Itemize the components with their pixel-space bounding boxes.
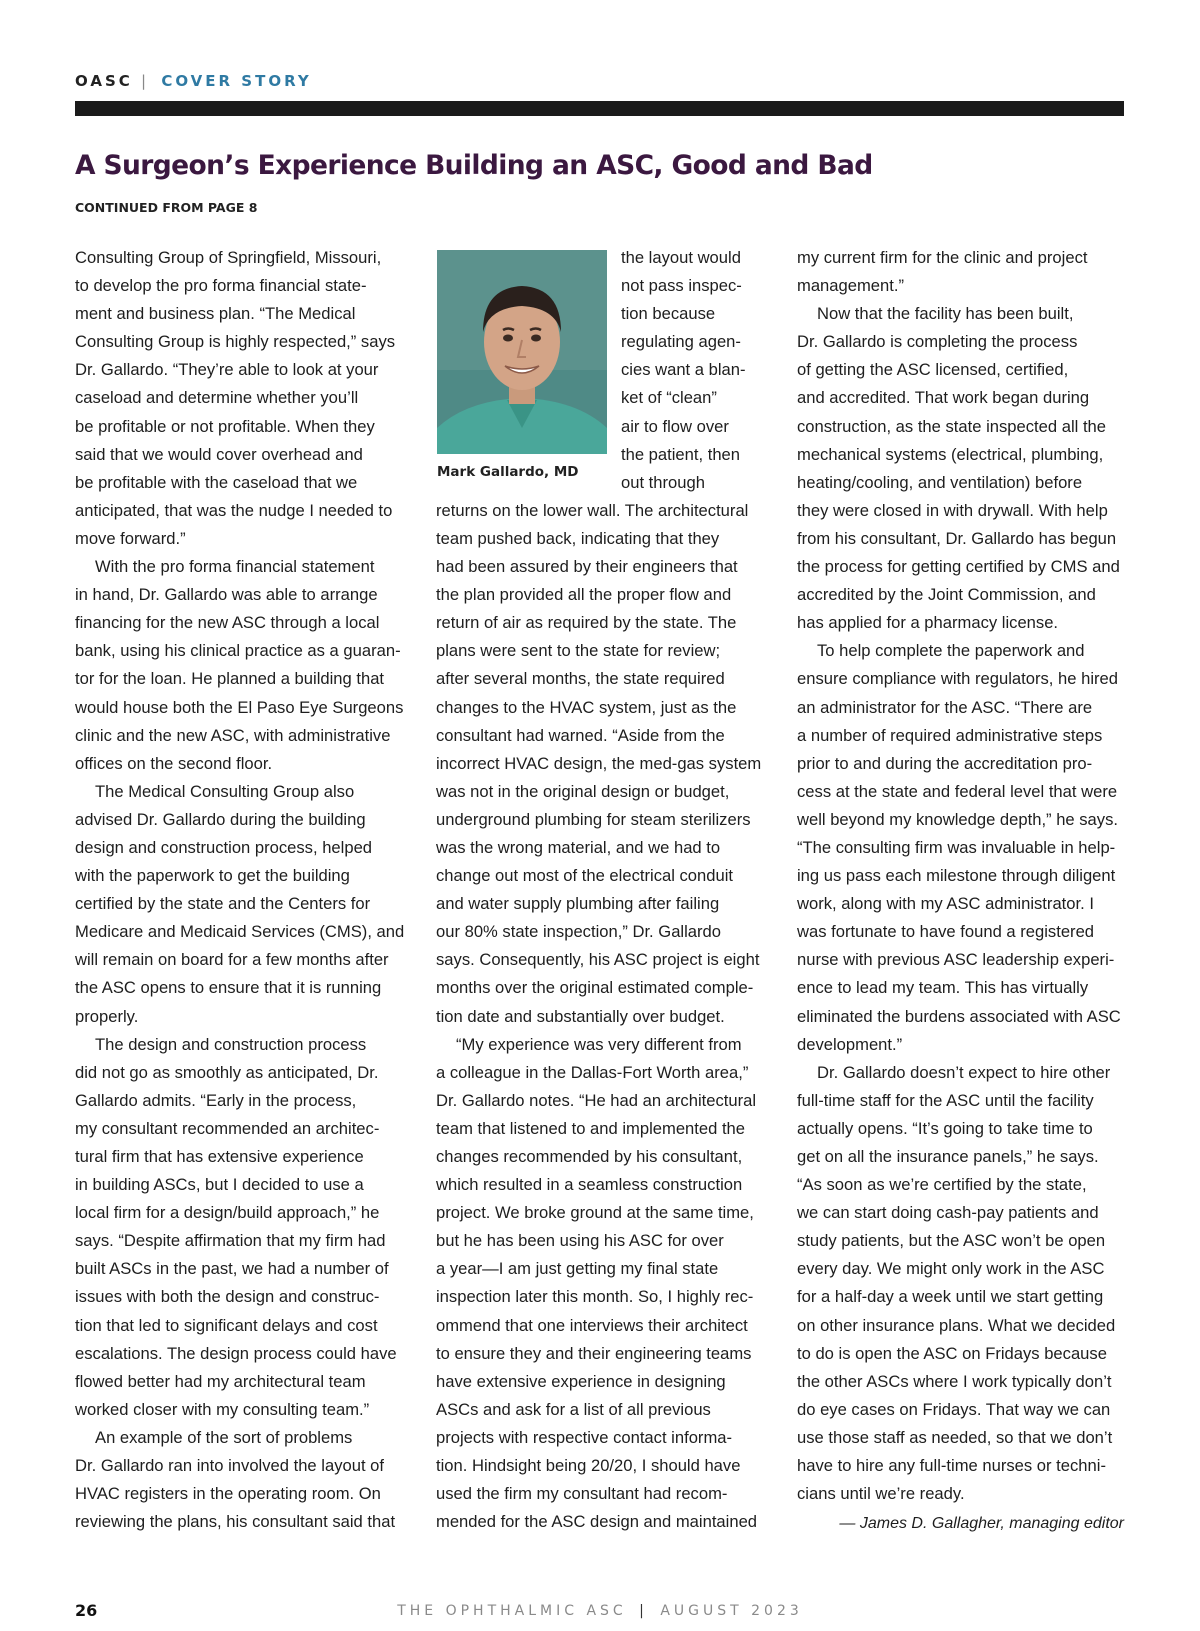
text-line: and water supply plumbing after failing [436,894,720,914]
text-line: financing for the new ASC through a local [75,613,380,633]
text-line: have to hire any full-time nurses or techni- [797,1456,1106,1476]
text-line: the other ASCs where I work typically don’t [797,1371,1112,1391]
text-line: inspection later this month. So, I highly rec- [436,1287,754,1307]
category-label: COVER STORY [161,72,312,90]
text-line: certified by the state and the Centers for [75,894,371,914]
text-line: the patient, then [621,444,741,464]
text-line: the layout would [621,248,741,267]
text-line: had been assured by their engineers that [436,557,738,577]
text-line: which resulted in a seamless construction [436,1175,743,1195]
section-label: OASC [75,72,133,90]
page-number: 26 [75,1601,98,1620]
text-line: management.” [797,276,904,296]
text-line: cess at the state and federal level that were [797,781,1118,801]
photo-caption: Mark Gallardo, MD [437,464,579,480]
text-line: offices on the second floor. [75,753,273,773]
text-line: consultant had warned. “Aside from the [436,725,725,745]
text-line: our 80% state inspection,” Dr. Gallardo [436,922,722,942]
text-line: after several months, the state required [436,669,725,689]
text-line: get on all the insurance panels,” he says. [797,1147,1099,1166]
text-line: “My experience was very different from [456,1034,742,1054]
article-title: A Surgeon’s Experience Building an ASC, Good and Bad [75,150,873,181]
column-1 [75,244,405,1536]
text-line: to ensure they and their engineering teams [436,1343,752,1363]
text-line: Gallardo admits. “Early in the process, [75,1090,357,1110]
text-line: team pushed back, indicating that they [436,528,720,548]
text-line: project. We broke ground at the same time, [436,1203,754,1223]
text-line: ensure compliance with regulators, he hired [797,669,1118,689]
text-line: work, along with my ASC administrator. I [797,894,1094,914]
text-line: every day. We might only work in the ASC [797,1259,1105,1279]
text-line: tion date and substantially over budget. [436,1006,725,1026]
text-line: Consulting Group of Springfield, Missouri, [75,248,382,267]
text-line: ket of “clean” [621,388,717,408]
text-line: local firm for a design/build approach,” he [75,1203,380,1223]
text-line: we can start doing cash-pay patients and [797,1203,1099,1223]
text-line: The Medical Consulting Group also [95,781,355,801]
text-line: tion. Hindsight being 20/20, I should have [436,1456,741,1476]
text-line: used the firm my consultant had recom- [436,1484,728,1504]
text-line: clinic and the new ASC, with administrative [75,725,391,745]
text-line: design and construction process, helped [75,837,373,857]
text-line: tion that led to significant delays and cost [75,1315,378,1335]
text-line: will remain on board for a few months after [75,950,389,970]
text-line: well beyond my knowledge depth,” he says. [797,809,1118,829]
text-line: built ASCs in the past, we had a number of [75,1259,389,1279]
text-line: incorrect HVAC design, the med-gas system [436,753,762,773]
text-line: use those staff as needed, so that we don’t [797,1427,1113,1447]
text-line: Dr. Gallardo ran into involved the layout of [75,1456,385,1476]
text-line: The design and construction process [95,1034,367,1054]
text-line: in hand, Dr. Gallardo was able to arrange [75,585,378,605]
portrait-illustration [437,250,607,454]
text-line: mechanical systems (electrical, plumbing, [797,444,1104,464]
text-line: issues with both the design and construc- [75,1287,380,1307]
text-line: prior to and during the accreditation pro- [797,753,1093,773]
text-line: regulating agen- [621,332,741,352]
text-line: was not in the original design or budget, [436,781,730,801]
text-line: Dr. Gallardo. “They’re able to look at your [75,360,379,380]
text-line: Dr. Gallardo doesn’t expect to hire other [817,1062,1111,1082]
text-line: flowed better had my architectural team [75,1371,366,1391]
text-line: eliminated the burdens associated with ASC [797,1006,1121,1026]
text-line: was fortunate to have found a registered [797,922,1095,942]
text-line: a year—I am just getting my final state [436,1259,719,1279]
text-line: move forward.” [75,528,186,548]
text-line: of getting the ASC licensed, certified, [797,360,1069,380]
section-header [75,72,312,90]
text-line: return of air as required by the state. The [436,613,737,633]
text-line: to do is open the ASC on Fridays because [797,1343,1107,1363]
text-line: they were closed in with drywall. With help [797,500,1108,520]
issue-date: AUGUST 2023 [660,1603,803,1619]
text-line: bank, using his clinical practice as a guaran- [75,641,401,661]
text-line: projects with respective contact informa- [436,1427,733,1447]
text-line: tion because [621,304,716,324]
text-line: for a half-day a week until we start getting [797,1287,1104,1307]
text-line: construction, as the state inspected all the [797,416,1107,436]
text-line: a number of required administrative steps [797,725,1103,745]
text-line: ommend that one interviews their architect [436,1315,748,1335]
text-line: the plan provided all the proper flow and [436,585,732,605]
text-line: ASCs and ask for a list of all previous [436,1399,711,1419]
text-line: but he has been using his ASC for over [436,1231,724,1251]
text-line: be profitable or not profitable. When they [75,416,375,436]
text-line: plans were sent to the state for review; [436,641,721,661]
text-line: escalations. The design process could have [75,1343,397,1363]
publication-name: THE OPHTHALMIC ASC [397,1603,627,1619]
text-line: tural firm that has extensive experience [75,1147,364,1166]
text-line: was the wrong material, and we had to [436,837,721,857]
header-separator: | [141,72,150,90]
text-line: cians until we’re ready. [797,1484,965,1504]
text-line: tor for the loan. He planned a building that [75,669,385,689]
text-line: be profitable with the caseload that we [75,472,358,492]
text-line: ing us pass each milestone through diligent [797,866,1116,886]
text-line: and accredited. That work began during [797,388,1090,408]
text-line: heating/cooling, and ventilation) before [797,472,1083,492]
text-line: from his consultant, Dr. Gallardo has begun [797,528,1117,548]
text-line: actually opens. “It’s going to take time to [797,1118,1093,1138]
text-line: says. “Despite affirmation that my firm had [75,1231,386,1251]
author-photo [437,250,607,454]
text-line: to develop the pro forma financial state- [75,276,367,296]
text-line: changes to the HVAC system, just as the [436,697,737,717]
header-rule [75,101,1124,116]
text-line: An example of the sort of problems [95,1427,353,1447]
text-line: Consulting Group is highly respected,” says [75,332,396,352]
text-line: my current firm for the clinic and project [797,248,1088,267]
text-line: caseload and determine whether you’ll [75,388,359,408]
text-line: ence to lead my team. This has virtually [797,978,1089,998]
text-line: would house both the El Paso Eye Surgeons [75,697,404,717]
text-line: did not go as smoothly as anticipated, Dr. [75,1062,379,1082]
text-line: To help complete the paperwork and [817,641,1085,661]
column-3 [797,244,1127,1508]
text-line: development.” [797,1034,903,1054]
text-line: months over the original estimated comple- [436,978,754,998]
text-line: on other insurance plans. What we decided [797,1315,1116,1335]
footer-publication [0,1603,1200,1619]
text-line: “As soon as we’re certified by the state, [797,1175,1087,1195]
text-line: “The consulting firm was invaluable in help- [797,837,1116,857]
text-line: in building ASCs, but I decided to use a [75,1175,364,1195]
text-line: the ASC opens to ensure that it is running [75,978,382,998]
text-line: mended for the ASC design and maintained [436,1512,758,1532]
text-line: my consultant recommended an architec- [75,1118,380,1138]
text-line: says. Consequently, his ASC project is eight [436,950,760,970]
text-line: ment and business plan. “The Medical [75,304,356,324]
text-line: Dr. Gallardo notes. “He had an architectural [436,1090,757,1110]
text-line: changes recommended by his consultant, [436,1147,743,1166]
text-line: do eye cases on Fridays. That way we can [797,1399,1111,1419]
text-line: cies want a blan- [621,360,746,380]
text-line: have extensive experience in designing [436,1371,726,1391]
author-byline: — James D. Gallagher, managing editor [839,1515,1124,1532]
text-line: HVAC registers in the operating room. On [75,1484,381,1504]
footer-separator: | [639,1603,648,1619]
text-line: returns on the lower wall. The architectural [436,500,749,520]
text-line: with the paperwork to get the building [75,866,350,886]
text-line: change out most of the electrical conduit [436,866,734,886]
text-line: Medicare and Medicaid Services (CMS), and [75,922,405,942]
text-line: air to flow over [621,416,729,436]
text-line: full-time staff for the ASC until the facility [797,1090,1094,1110]
text-line: out through [621,472,705,492]
text-line: underground plumbing for steam sterilizers [436,809,751,829]
text-line: properly. [75,1006,139,1026]
continued-note: CONTINUED FROM PAGE 8 [75,200,258,215]
text-line: said that we would cover overhead and [75,444,363,464]
text-line: With the pro forma financial statement [95,557,375,577]
text-line: the process for getting certified by CMS and [797,557,1120,577]
text-line: accredited by the Joint Commission, and [797,585,1096,605]
text-line: a colleague in the Dallas-Fort Worth area,” [436,1062,749,1082]
text-line: anticipated, that was the nudge I needed to [75,500,393,520]
text-line: an administrator for the ASC. “There are [797,697,1093,717]
text-line: advised Dr. Gallardo during the building [75,809,366,829]
text-line: reviewing the plans, his consultant said that [75,1512,396,1532]
text-line: team that listened to and implemented the [436,1118,746,1138]
text-line: has applied for a pharmacy license. [797,613,1059,633]
text-line: nurse with previous ASC leadership experi- [797,950,1115,970]
text-line: not pass inspec- [621,276,742,296]
text-line: Dr. Gallardo is completing the process [797,332,1078,352]
text-line: Now that the facility has been built, [817,304,1074,324]
text-line: worked closer with my consulting team.” [75,1399,370,1419]
text-line: study patients, but the ASC won’t be open [797,1231,1106,1251]
